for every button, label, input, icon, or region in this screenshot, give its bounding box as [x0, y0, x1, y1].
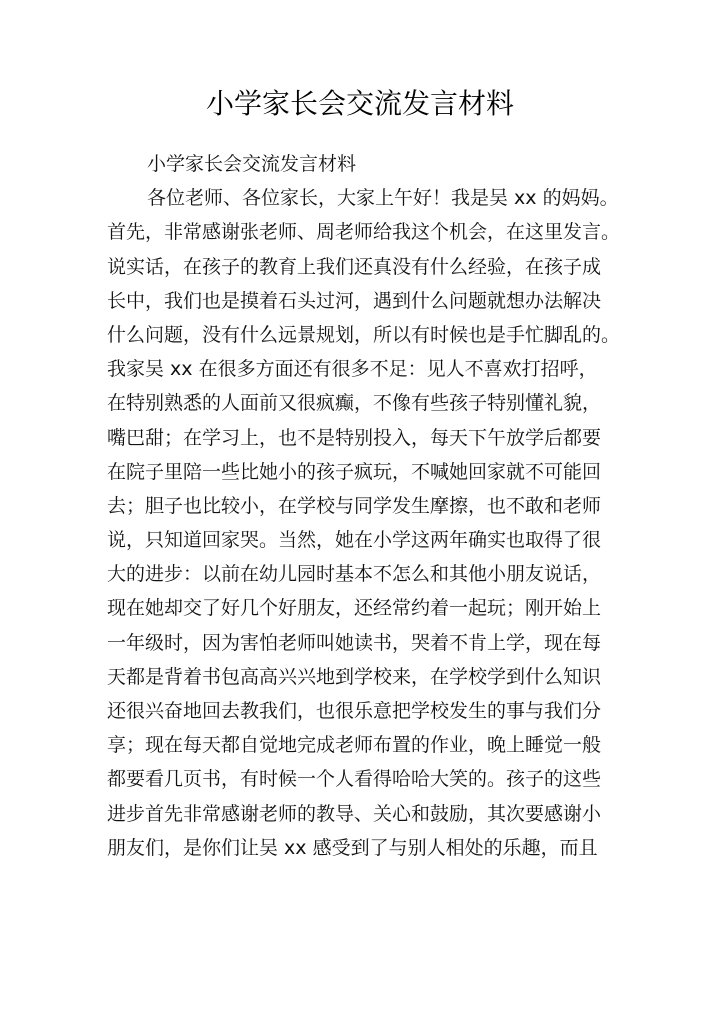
body-line: 还很兴奋地回去教我们，也很乐意把学校发生的事与我们分 [107, 700, 602, 722]
body-line: 我家吴 xx 在很多方面还有很多不足：见人不喜欢打招呼， [107, 358, 598, 381]
document-title: 小学家长会交流发言材料 [205, 87, 514, 120]
body-line: 长中，我们也是摸着石头过河，遇到什么问题就想办法解决 [107, 289, 602, 312]
body-line: 嘴巴甜；在学习上，也不是特别投入，每天下午放学后都要 [107, 426, 602, 449]
body-line: 都要看几页书，有时候一个人看得哈哈大笑的。孩子的这些 [107, 768, 602, 791]
body-line: 一年级时，因为害怕老师叫她读书，哭着不肯上学，现在每 [107, 631, 602, 654]
body-line: 去；胆子也比较小，在学校与同学发生摩擦，也不敢和老师 [107, 494, 602, 517]
body-line: 首先，非常感谢张老师、周老师给我这个机会，在这里发言。 [107, 221, 621, 244]
body-line: 现在她却交了好几个好朋友，还经常约着一起玩；刚开始上 [107, 597, 602, 620]
document-body [107, 147, 622, 865]
body-line: 在院子里陪一些比她小的孩子疯玩，不喊她回家就不可能回 [107, 460, 602, 483]
body-line: 小学家长会交流发言材料 [147, 153, 357, 175]
body-line: 什么问题，没有什么远景规划，所以有时候也是手忙脚乱的。 [107, 323, 621, 346]
body-line: 说，只知道回家哭。当然，她在小学这两年确实也取得了很 [107, 529, 602, 552]
body-line: 进步首先非常感谢老师的教导、关心和鼓励，其次要感谢小 [107, 802, 602, 825]
body-line: 在特别熟悉的人面前又很疯癫，不像有些孩子特别懂礼貌， [107, 392, 602, 415]
body-line: 享；现在每天都自觉地完成老师布置的作业，晚上睡觉一般 [107, 734, 602, 757]
body-line: 各位老师、各位家长，大家上午好！我是吴 xx 的妈妈。 [147, 187, 619, 210]
body-line: 大的进步：以前在幼儿园时基本不怎么和其他小朋友说话， [107, 563, 602, 586]
body-line: 天都是背着书包高高兴兴地到学校来，在学校学到什么知识 [107, 665, 602, 688]
body-line: 朋友们，是你们让吴 xx 感受到了与别人相处的乐趣，而且 [107, 836, 598, 859]
body-line: 说实话，在孩子的教育上我们还真没有什么经验，在孩子成 [107, 255, 602, 278]
